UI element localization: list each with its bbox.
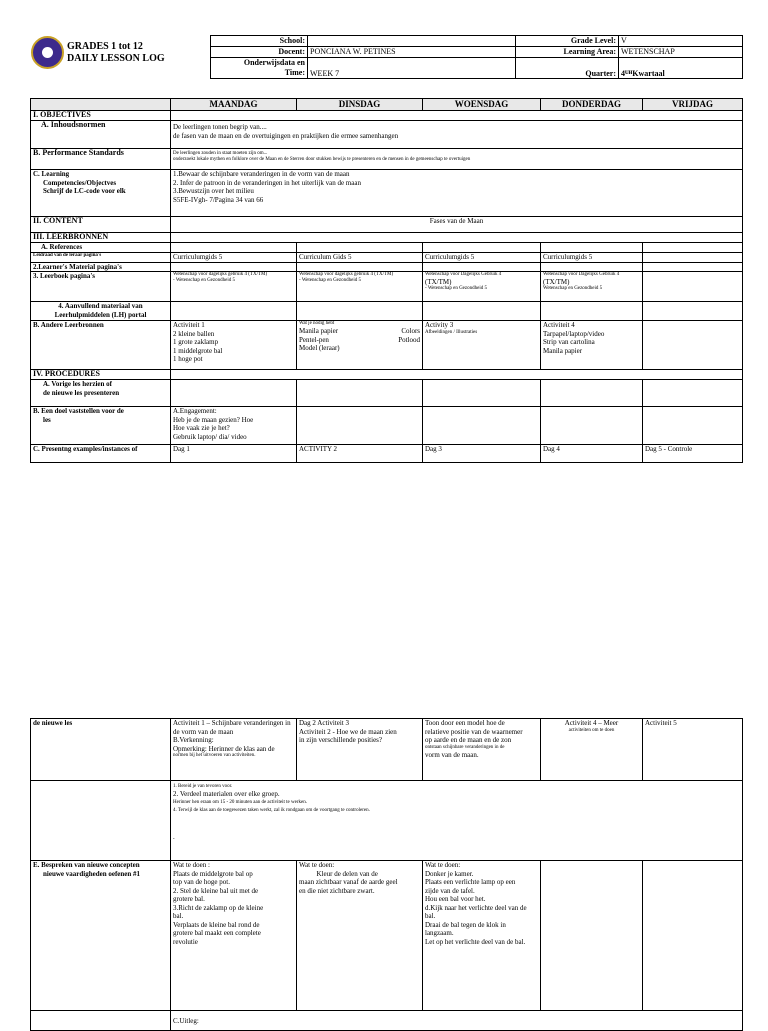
resources-thu-line: Activiteit 4 xyxy=(543,321,575,329)
blank-header-cell xyxy=(31,99,171,111)
todo-wed-line: zijde van de tafel. xyxy=(425,886,475,895)
date-label-line1: Onderwijsdata en xyxy=(243,58,305,67)
resources-wed-line: Afbeeldingen / Illustraties xyxy=(425,329,478,335)
explore-mon-line: Opmerking: Herinner de klas aan de xyxy=(173,744,275,753)
references-label: A. References xyxy=(31,243,171,253)
portal-cell xyxy=(297,302,423,321)
explore-tue xyxy=(297,719,423,781)
procedures-heading: IV. PROCEDURES xyxy=(31,370,171,380)
explore-thu-line: activiteiten om te doen xyxy=(568,727,615,733)
todo-wed-line: d.Kijk naar het verlichte deel van de xyxy=(425,903,527,912)
content-standards-line1: De leerlingen tonen begrip van.... xyxy=(173,123,267,131)
explore-mon-line: normen bij het uitvoeren van activiteiten. xyxy=(173,753,256,758)
todo-mon-line: 2. Stel de kleine bal uit met de xyxy=(173,886,259,895)
resources-mon-line: 1 hoge pot xyxy=(173,355,203,363)
lm-cell xyxy=(423,262,541,272)
todo-wed-line: langzaam. xyxy=(425,929,454,937)
day-wednesday: WOENSDAG xyxy=(423,99,541,111)
content-heading: II. CONTENT xyxy=(31,217,171,233)
performance-standards-label: B. Performance Standards xyxy=(31,149,171,170)
competencies-text xyxy=(171,170,743,217)
textbook-label: 3. Leerboek pagina's xyxy=(31,272,171,302)
todo-tue xyxy=(297,861,423,1011)
resources-tue-item: Manila papier xyxy=(299,327,339,335)
todo-mon-line: Verplaats de kleine bal rond de xyxy=(173,920,260,929)
learner-material-label: 2.Learner's Material pagina's xyxy=(31,262,171,272)
day-header-row xyxy=(31,99,743,111)
portal-cell xyxy=(643,302,743,321)
curriculum-guide-fri xyxy=(643,252,743,262)
todo-wed xyxy=(423,861,541,1011)
new-lesson-label: de nieuwe les xyxy=(31,719,171,781)
competency-code: S5FE-IVgh- 7/Pagina 34 van 66 xyxy=(173,195,264,204)
ref-cell xyxy=(297,243,423,253)
ref-cell xyxy=(423,243,541,253)
explore-mon xyxy=(171,719,297,781)
date-label-line2: Time: xyxy=(284,67,305,77)
resources-tue-item: Colors xyxy=(401,327,420,335)
explore-wed-line: ontstaan schijnbare veranderingen in de xyxy=(425,744,505,750)
todo-wed-line: bal. xyxy=(425,912,436,920)
form-title-line2: DAILY LESSON LOG xyxy=(67,53,165,64)
portal-label xyxy=(31,302,171,321)
presenting-wed: Dag 3 xyxy=(423,445,541,463)
todo-wed-line: Wat te doen: xyxy=(425,861,461,869)
competency-2: 2. Infer de patroon in de veranderingen in het uiterlijk van de maan xyxy=(173,178,361,187)
day-tuesday: DINSDAG xyxy=(297,99,423,111)
todo-tue-line: maan zichtbaar vanaf de aarde geel xyxy=(299,878,398,886)
explore-mon-line: B.Verkenning: xyxy=(173,736,214,744)
textbook-mon-line2: - Wetenschap en Gezondheid 5 xyxy=(173,278,235,283)
instructions-left xyxy=(31,781,171,861)
performance-standards-line1: De leerlingen zouden in staat moeten zijn om... xyxy=(173,151,268,156)
todo-wed-line: Donker je kamer. xyxy=(425,869,474,878)
review-cell xyxy=(297,380,423,407)
resources-thu-line: Manila papier xyxy=(543,346,583,355)
portal-cell xyxy=(171,302,297,321)
objectives-heading: I. OBJECTIVES xyxy=(31,111,171,121)
grade-label: Grade Level: xyxy=(516,36,619,47)
date-label xyxy=(211,58,308,79)
textbook-wed-line2: (TX/TM) xyxy=(425,278,452,286)
resources-mon-line: 2 kleine ballen xyxy=(173,329,215,338)
lesson-log-table xyxy=(30,98,743,463)
procedures-empty xyxy=(171,370,743,380)
instructions-text xyxy=(171,781,743,861)
ref-cell xyxy=(171,243,297,253)
todo-mon-line: grotere bal. xyxy=(173,895,205,903)
resources-fri xyxy=(643,321,743,370)
presenting-thu: Dag 4 xyxy=(541,445,643,463)
todo-thu xyxy=(541,861,643,1011)
review-cell xyxy=(541,380,643,407)
purpose-label xyxy=(31,407,171,445)
todo-wed-line: Plaats een verlichte lamp op een xyxy=(425,878,516,886)
purpose-mon-line: A.Engagement: xyxy=(173,407,217,415)
purpose-mon-line: Heb je de maan gezien? Hoe xyxy=(173,415,254,424)
review-cell xyxy=(423,380,541,407)
textbook-tue-line1: Wetenschap voor dagelijks gebruik 4 (TX/TM) xyxy=(299,272,394,277)
lm-cell xyxy=(541,262,643,272)
explain-left xyxy=(31,1011,171,1031)
explore-wed-line: op aarde en de maan en de zon xyxy=(425,736,512,744)
resources-mon-line: 1 grote zaklamp xyxy=(173,338,219,346)
area-value: WETENSCHAP xyxy=(619,47,743,58)
explore-wed-line: Toon door een model hoe de xyxy=(425,719,505,727)
todo-fri xyxy=(643,861,743,1011)
resources-thu-line: Tarpapel/laptop/video xyxy=(543,329,605,338)
purpose-label-line2: les xyxy=(43,415,51,424)
curriculum-guide-thu: Curriculumgids 5 xyxy=(541,252,643,262)
textbook-mon-line1: Wetenschap voor dagelijks gebruik 4 (TX/TM) xyxy=(173,272,268,277)
resources-tue-line: Model (leraar) xyxy=(299,344,340,352)
competency-1: 1.Bewaar de schijnbare veranderingen in de vorm van de maan xyxy=(173,170,350,178)
portal-cell xyxy=(541,302,643,321)
todo-mon-line: Wat te doen : xyxy=(173,861,210,869)
day-monday: MAANDAG xyxy=(171,99,297,111)
day-friday: VRIJDAG xyxy=(643,99,743,111)
presenting-mon: Dag 1 xyxy=(171,445,297,463)
resources-wed xyxy=(423,321,541,370)
todo-mon-line: top van de hoge pot. xyxy=(173,878,230,886)
content-standards-label: A. Inhoudsnormen xyxy=(31,121,171,149)
competencies-label xyxy=(31,170,171,217)
instruction-line: 2. Verdeel materialen over elke groep. xyxy=(173,790,280,798)
todo-mon-line: 3.Richt de zaklamp op de kleine xyxy=(173,903,264,912)
lm-cell xyxy=(171,262,297,272)
purpose-mon-line: Gebruik laptop/ dia/ video xyxy=(173,432,247,441)
date-value: WEEK 7 xyxy=(308,58,516,79)
competencies-label-line1: C. Learning xyxy=(33,170,70,178)
textbook-wed-line1: Wetenschap voor Dagelijks Gebruik 4 xyxy=(425,272,502,277)
lm-cell xyxy=(643,262,743,272)
explore-wed-line: vorm van de maan. xyxy=(425,750,479,759)
ref-cell xyxy=(643,243,743,253)
curriculum-guide-tue: Curriculum Gids 5 xyxy=(297,252,423,262)
discussing-label xyxy=(31,861,171,1011)
instruction-line: Herinner hen eraan om 15 - 20 minuten aan de activiteit te werken. xyxy=(173,799,307,805)
textbook-tue xyxy=(297,272,423,302)
resources-tue-item: Pentel-pen xyxy=(299,335,329,344)
quarter-label: Quarter: xyxy=(516,58,619,79)
teacher-guide-label: Leidraad van de leraar pagina's xyxy=(31,252,171,262)
explore-mon-line: de vorm van de maan xyxy=(173,727,234,736)
discussing-label-line2: nieuwe vaardigheden oefenen #1 xyxy=(43,869,141,878)
other-resources-label: B. Andere Leerbronnen xyxy=(31,321,171,370)
presenting-tue: ACTIVITY 2 xyxy=(297,445,423,463)
docent-value: PONCIANA W. PETINES xyxy=(308,47,516,58)
resources-mon-line: 1 middelgrote bal xyxy=(173,346,223,355)
review-label-line2: de nieuwe les presenteren xyxy=(43,388,120,397)
grade-value: V xyxy=(619,36,743,47)
leerbronnen-heading: III. LEERBRONNEN xyxy=(31,233,171,243)
leerbronnen-empty xyxy=(171,233,743,243)
todo-mon-line: revolutie xyxy=(173,937,198,946)
purpose-mon-line: Hoe vaak zie je het? xyxy=(173,424,230,432)
resources-tue-line: Wat je nodig hebt xyxy=(299,321,335,326)
header-info-table xyxy=(210,35,743,79)
purpose-cell xyxy=(297,407,423,445)
textbook-thu-line3: Wetenschap en Gezondheid 5 xyxy=(543,286,603,291)
performance-standards-line2: onderzoekt lokale mythen en folklore over de Maan en de Sterren door stukken bewijs te presenteren en de mensen in de gemeenschap te overtuigen xyxy=(173,157,471,162)
resources-tue-item: Potlood xyxy=(398,335,420,344)
todo-mon-line: grotere bal maakt een complete xyxy=(173,929,261,937)
textbook-mon xyxy=(171,272,297,302)
todo-tue-line: en die niet zichtbare zwart. xyxy=(299,886,375,895)
presenting-fri: Dag 5 - Controle xyxy=(643,445,743,463)
textbook-wed xyxy=(423,272,541,302)
resources-thu-line: Strip van cartolina xyxy=(543,338,595,346)
review-label xyxy=(31,380,171,407)
presenting-label: C. Presentng examples/instances of xyxy=(31,445,171,463)
instruction-line: 1. Bereid je van tevoren voor. xyxy=(173,784,233,789)
explain-text: C.Uitleg: xyxy=(171,1011,743,1031)
resources-mon-line: Activiteit 1 xyxy=(173,321,205,329)
todo-tue-line: Kleur de delen van de xyxy=(299,869,378,878)
portal-label-line2: Leerhulpmiddelen (LH) portal xyxy=(54,310,147,319)
todo-wed-line: Let op het verlichte deel van de bal. xyxy=(425,937,526,946)
content-standards-text xyxy=(171,121,743,149)
review-cell xyxy=(171,380,297,407)
discussing-label-line1: E. Bespreken van nieuwe concepten xyxy=(33,861,140,869)
purpose-cell xyxy=(541,407,643,445)
textbook-thu-line2: (TX/TM) xyxy=(543,278,570,286)
purpose-label-line1: B. Een doel vaststellen voor de xyxy=(33,407,124,415)
explore-thu-line: Activiteit 4 – Meer xyxy=(564,719,619,727)
resources-mon xyxy=(171,321,297,370)
lm-cell xyxy=(297,262,423,272)
explore-tue-line: Activiteit 2 - Hoe we de maan zien xyxy=(299,727,397,736)
resources-tue xyxy=(297,321,423,370)
school-value xyxy=(308,36,516,47)
textbook-wed-line3: - Wetenschap en Gezondheid 5 xyxy=(425,286,487,291)
textbook-thu xyxy=(541,272,643,302)
competencies-label-line3: Schrijf de LC-code voor elk xyxy=(43,187,126,195)
docent-label: Docent: xyxy=(211,47,308,58)
instruction-line: 4. Terwijl de klas aan de toegewezen taken werkt, zal ik rondgaan om de voortgang te controleren. xyxy=(173,807,370,813)
todo-mon xyxy=(171,861,297,1011)
portal-label-line1: 4. Aanvullend materiaal van xyxy=(58,302,143,310)
todo-wed-line: Draai de bal tegen de klok in xyxy=(425,920,506,929)
purpose-cell xyxy=(423,407,541,445)
competency-3: 3.Bewustzijn over het milieu xyxy=(173,187,254,195)
deped-seal-logo xyxy=(31,36,64,69)
explore-tue-line: in zijn verschillende posities? xyxy=(299,736,383,744)
textbook-thu-line1: Wetenschap voor Dagelijks Gebruik 4 xyxy=(543,272,620,277)
objectives-empty xyxy=(171,111,743,121)
todo-tue-line: Wat te doen: xyxy=(299,861,335,869)
school-label: School: xyxy=(211,36,308,47)
explore-tue-line: Dag 2 Activiteit 3 xyxy=(299,719,349,727)
todo-mon-line: bal. xyxy=(173,912,184,920)
ref-cell xyxy=(541,243,643,253)
explore-fri: Activiteit 5 xyxy=(643,719,743,781)
explore-mon-line: Activiteit 1 – Schijnbare veranderingen in xyxy=(173,719,291,727)
instruction-line: . xyxy=(173,832,175,841)
resources-thu xyxy=(541,321,643,370)
purpose-mon xyxy=(171,407,297,445)
review-cell xyxy=(643,380,743,407)
content-standards-line2: de fasen van de maan en de overtuigingen en praktijken die ermee samenhangen xyxy=(173,131,399,140)
performance-standards-text xyxy=(171,149,743,170)
quarter-value: 4ᵁᴴKwartaal xyxy=(619,58,743,79)
resources-wed-line: Activity 3 xyxy=(425,321,454,329)
explore-wed-line: relatieve positie van de waarnemer xyxy=(425,727,523,736)
competencies-label-line2: Competencies/Objectves xyxy=(43,178,117,187)
portal-cell xyxy=(423,302,541,321)
textbook-tue-line2: - Wetenschap en Gezondheid 5 xyxy=(299,278,361,283)
area-label: Learning Area: xyxy=(516,47,619,58)
form-title-line1: GRADES 1 tot 12 xyxy=(67,41,143,52)
todo-wed-line: Hou een bal voor het. xyxy=(425,895,486,903)
explore-wed xyxy=(423,719,541,781)
purpose-cell xyxy=(643,407,743,445)
content-topic: Fases van de Maan xyxy=(171,217,743,233)
todo-mon-line: Plaats de middelgrote bal op xyxy=(173,869,253,878)
review-label-line1: A. Vorige les herzien of xyxy=(43,380,113,388)
curriculum-guide-wed: Curriculumgids 5 xyxy=(423,252,541,262)
curriculum-guide-mon: Curriculumgids 5 xyxy=(171,252,297,262)
explore-thu xyxy=(541,719,643,781)
textbook-fri xyxy=(643,272,743,302)
day-thursday: DONDERDAG xyxy=(541,99,643,111)
form-title xyxy=(67,41,165,65)
lesson-log-table-page2 xyxy=(30,718,743,1031)
